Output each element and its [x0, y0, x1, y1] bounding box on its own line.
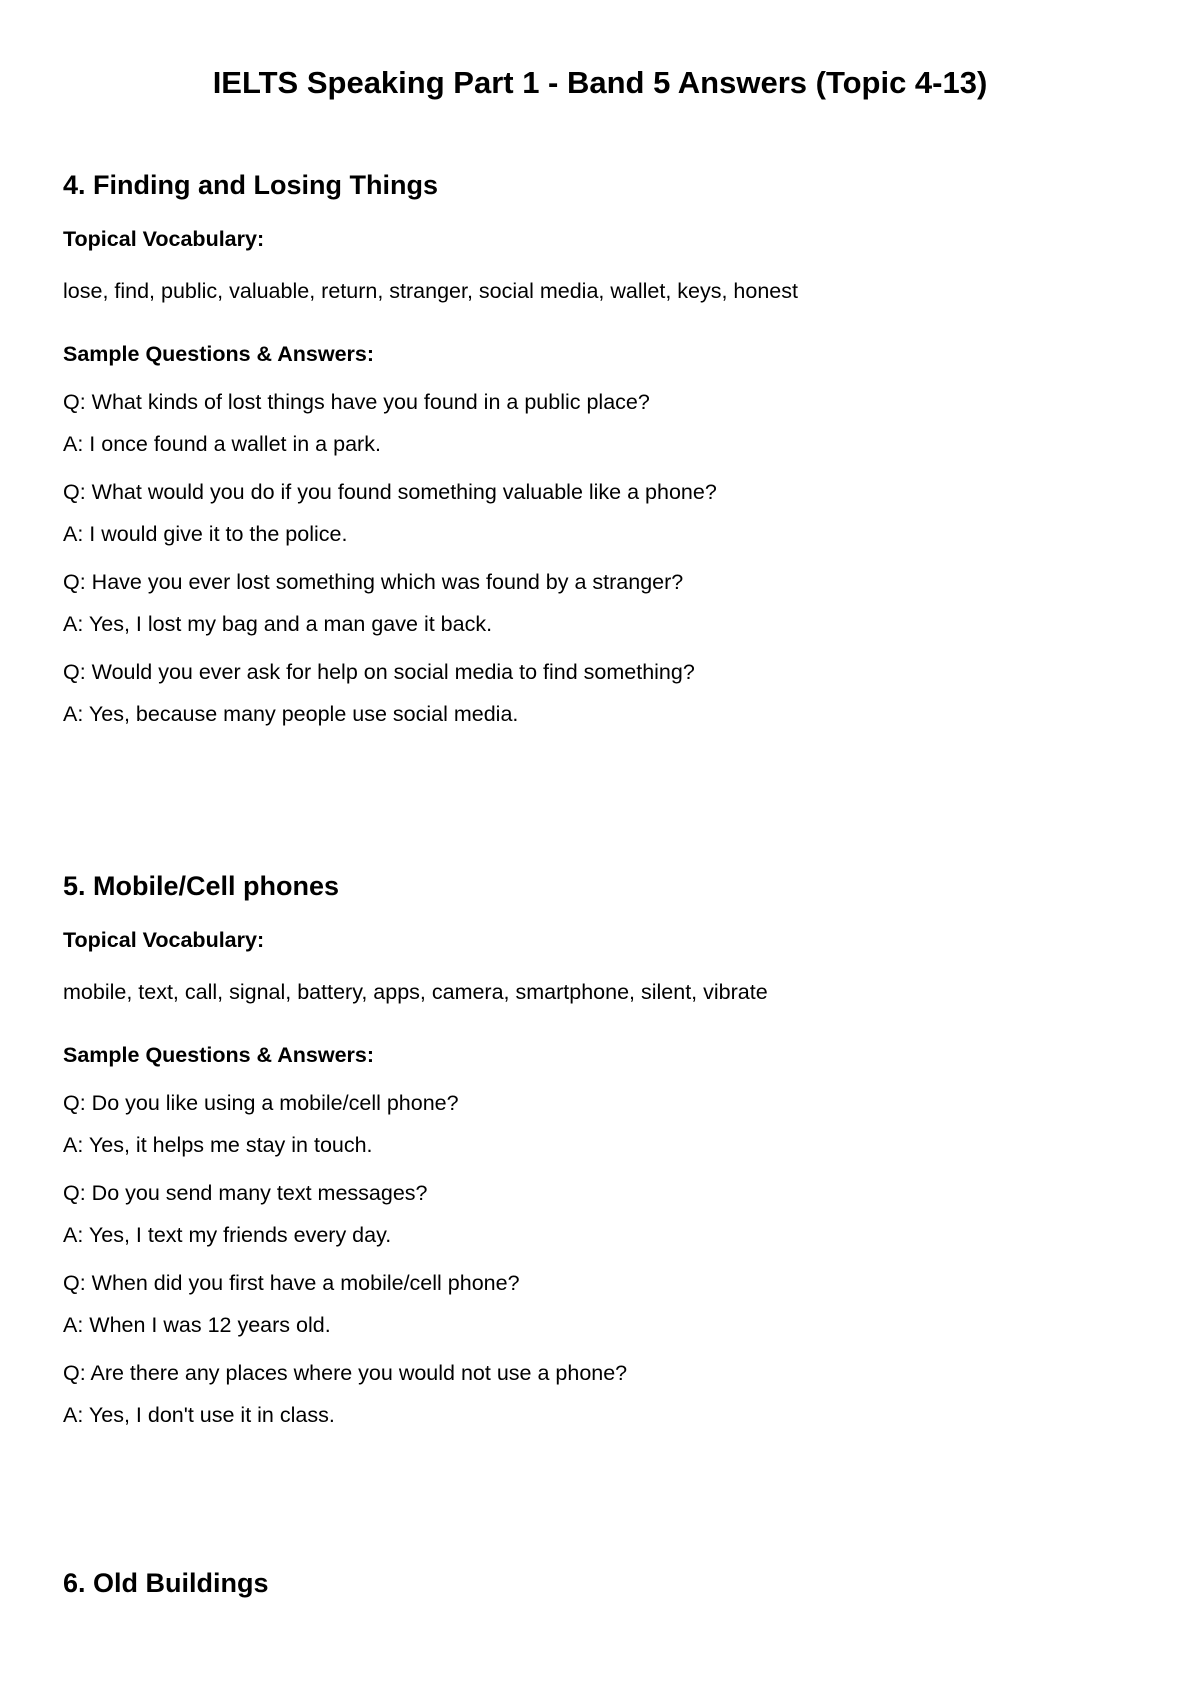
section-finding-and-losing-things	[63, 168, 1137, 726]
vocabulary-list: mobile, text, call, signal, battery, apps, camera, smartphone, silent, vibrate	[63, 980, 768, 1004]
document-title: IELTS Speaking Part 1 - Band 5 Answers (Topic 4-13)	[212, 65, 988, 100]
question-text: Q: Are there any places where you would not use a phone?	[63, 1361, 628, 1385]
question-text: Q: What kinds of lost things have you found in a public place?	[63, 390, 650, 414]
vocabulary-list: lose, find, public, valuable, return, stranger, social media, wallet, keys, honest	[63, 279, 798, 303]
vocabulary-label: Topical Vocabulary:	[63, 928, 265, 952]
section-heading: 6. Old Buildings	[63, 1568, 269, 1598]
section-mobile-cell-phones	[63, 869, 1137, 1427]
answer-text: A: I would give it to the police.	[63, 522, 348, 546]
question-text: Q: Would you ever ask for help on social media to find something?	[63, 660, 695, 684]
vocabulary-label: Topical Vocabulary:	[63, 227, 265, 251]
section-old-buildings	[63, 1566, 1137, 1600]
section-heading: 5. Mobile/Cell phones	[63, 871, 340, 901]
question-text: Q: When did you first have a mobile/cell phone?	[63, 1271, 520, 1295]
question-text: Q: What would you do if you found something valuable like a phone?	[63, 480, 717, 504]
question-text: Q: Do you send many text messages?	[63, 1181, 428, 1205]
question-text: Q: Do you like using a mobile/cell phone?	[63, 1091, 459, 1115]
answer-text: A: Yes, I text my friends every day.	[63, 1223, 392, 1247]
question-text: Q: Have you ever lost something which was found by a stranger?	[63, 570, 684, 594]
qa-label: Sample Questions & Answers:	[63, 342, 375, 366]
qa-label: Sample Questions & Answers:	[63, 1043, 375, 1067]
answer-text: A: Yes, I lost my bag and a man gave it back.	[63, 612, 493, 636]
answer-text: A: Yes, because many people use social media.	[63, 702, 519, 726]
answer-text: A: I once found a wallet in a park.	[63, 432, 381, 456]
answer-text: A: When I was 12 years old.	[63, 1313, 331, 1337]
section-heading: 4. Finding and Losing Things	[63, 170, 438, 200]
answer-text: A: Yes, it helps me stay in touch.	[63, 1133, 373, 1157]
answer-text: A: Yes, I don't use it in class.	[63, 1403, 335, 1427]
